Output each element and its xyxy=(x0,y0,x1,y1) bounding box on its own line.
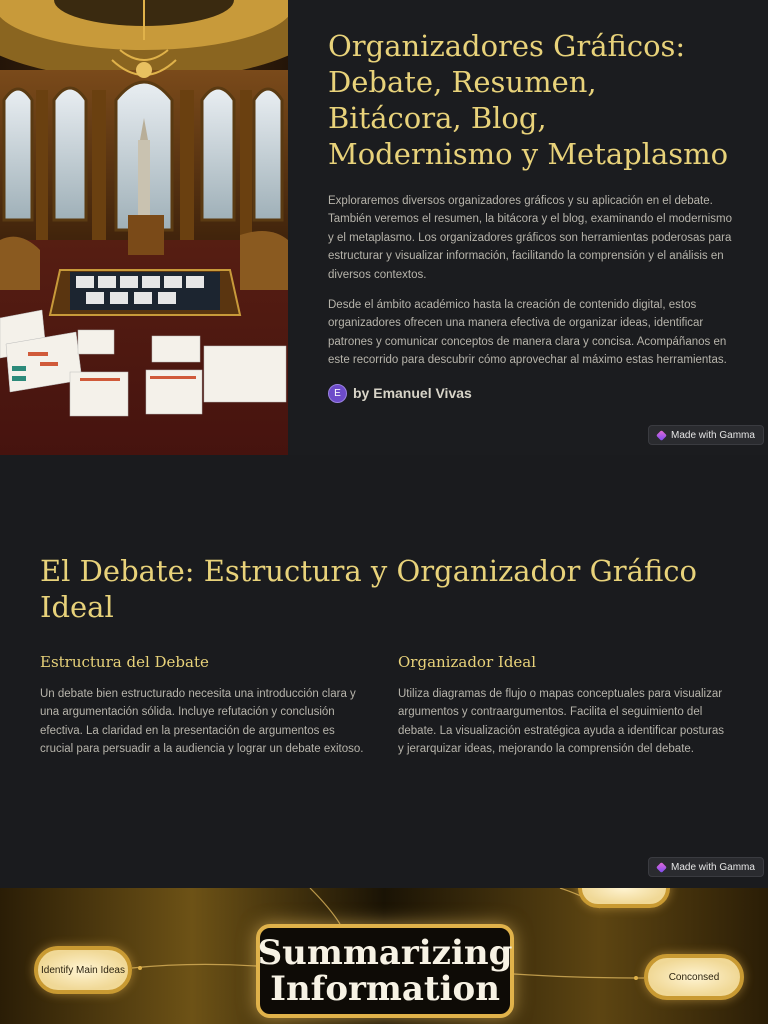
title-slide-content xyxy=(328,28,733,403)
summarizing-information-sign xyxy=(256,924,514,1018)
badge-label: Made with Gamma xyxy=(671,861,755,873)
slide-title xyxy=(0,0,768,455)
top-pill-node xyxy=(578,888,670,908)
intro-paragraph-2: Desde el ámbito académico hasta la creación de contenido digital, estos organizadores ofrecen una manera efectiva de organizar ideas, identificar patrones y comunicar conceptos de manera clara y concisa. Acompáñanos en este recorrido para descubrir cómo aprovechar al máximo estas herramientas. xyxy=(328,299,727,367)
node-label: Identify Main Ideas xyxy=(41,964,125,976)
column-text: Utiliza diagramas de flujo o mapas conceptuales para visualizar argumentos y contraargumentos. Facilita el seguimiento del debate. La visualización estratégica ayuda a identificar posturas y jerarquizar ideas, mejorando la comprensión del debate. xyxy=(398,688,725,756)
ideal-organizer-column xyxy=(398,653,728,759)
section-title: El Debate: Estructura y Organizador Gráfico Ideal xyxy=(40,554,698,624)
debate-structure-column xyxy=(40,653,370,759)
column-heading: Estructura del Debate xyxy=(40,653,209,671)
author-line[interactable] xyxy=(328,384,733,403)
condensed-node xyxy=(644,954,744,1000)
sign-label: Summarizing Information xyxy=(257,933,513,1009)
column-text: Un debate bien estructurado necesita una introducción clara y una argumentación sólida. Incluye refutación y conclusión efectiva. La claridad en la presentación de argumentos es crucial para persuadir a la audiencia y lograr un debate exitoso. xyxy=(40,688,364,756)
gamma-logo-icon xyxy=(656,430,667,441)
intro-paragraph-1: Exploraremos diversos organizadores gráficos y su aplicación en el debate. También veremos el resumen, la bitácora y el blog, examinando el modernismo y el metaplasmo. Los organizadores gráficos son herramientas poderosas para estructurar y visualizar información, facilitando la comprensión y el análisis en diversos contextos. xyxy=(328,195,732,281)
library-illustration xyxy=(0,0,288,455)
slide-summarizing-image xyxy=(0,888,768,1024)
identify-main-ideas-node xyxy=(34,946,132,994)
gamma-logo-icon xyxy=(656,862,667,873)
library-hero-image xyxy=(0,0,288,455)
author-name[interactable]: by Emanuel Vivas xyxy=(353,385,472,402)
column-heading: Organizador Ideal xyxy=(398,653,537,671)
slide-debate xyxy=(0,455,768,888)
made-with-gamma-badge[interactable] xyxy=(648,425,764,445)
page-title: Organizadores Gráficos: Debate, Resumen, Bitácora, Blog, Modernismo y Metaplasmo xyxy=(328,29,729,171)
node-label: Conconsed xyxy=(668,971,720,983)
made-with-gamma-badge[interactable] xyxy=(648,857,764,877)
badge-label: Made with Gamma xyxy=(671,429,755,441)
avatar[interactable]: E xyxy=(328,384,347,403)
